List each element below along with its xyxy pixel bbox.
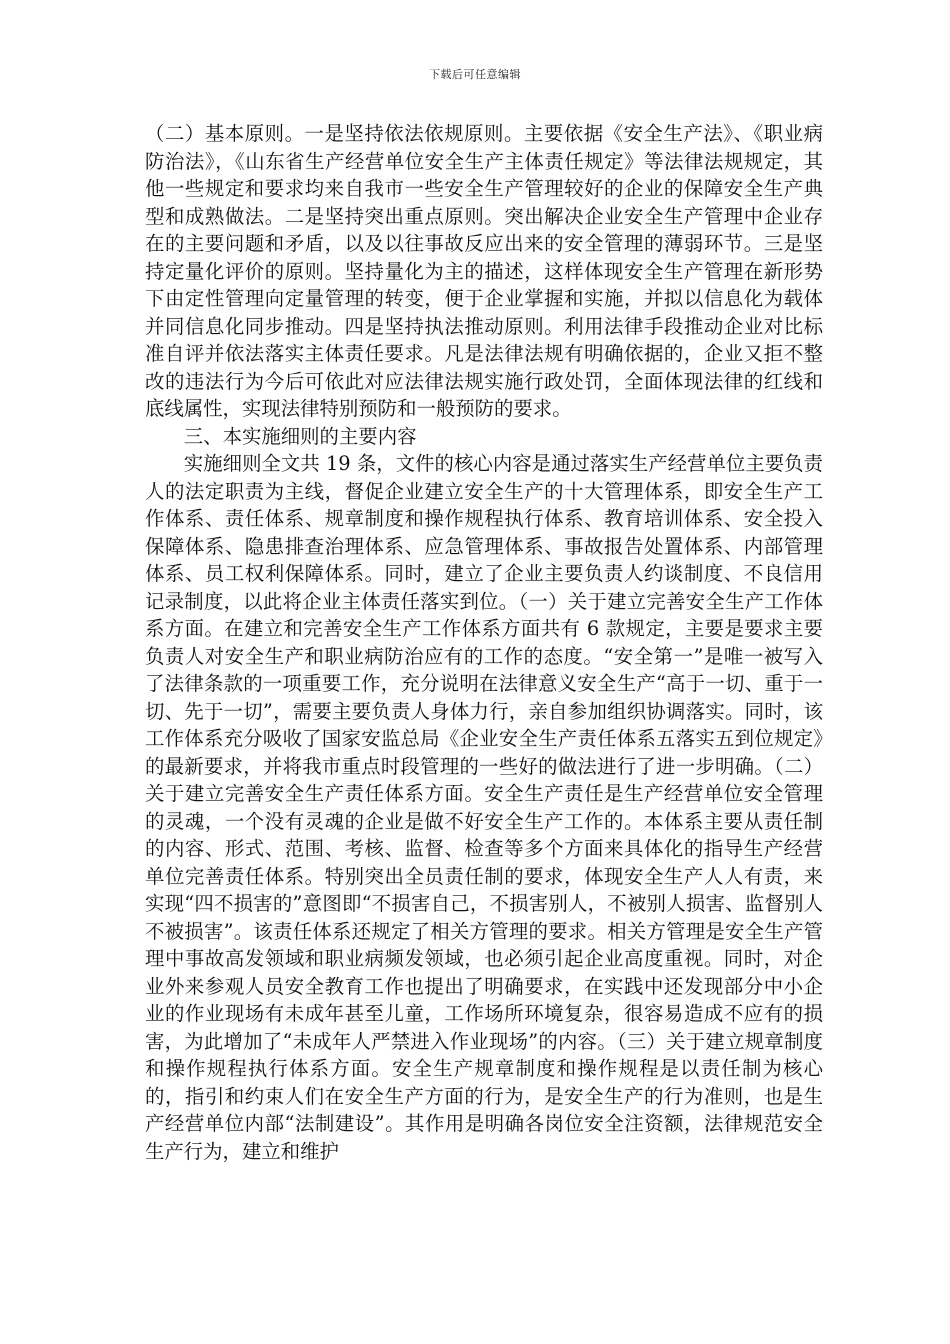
paragraph-main-content: 实施细则全文共 19 条，文件的核心内容是通过落实生产经营单位主要负责人的法定职责为主线，督促企业建立安全生产的十大管理体系，即安全生产工作体系、责任体系、规章制度和操作规程执行体系、教育培训体系、安全投入保障体系、隐患排查治理体系、应急管理体系、事故报告处置体系、内部管理体系、员工权利保障体系。同时，建立了企业主要负责人约谈制度、不良信用记录制度，以此将企业主体责任落实到位。（一）关于建立完善安全生产工作体系方面。在建立和完善安全生产工作体系方面共有 6 款规定，主要是要求主要负责人对安全生产和职业病防治应有的工作的态度。“安全第一”是唯一被写入了法律条款的一项重要工作，充分说明在法律意义安全生产“高于一切、重于一切、先于一切”，需要主要负责人身体力行，亲自参加组织协调落实。同时，该工作体系充分吸收了国家安监总局《企业安全生产责任体系五落实五到位规定》的最新要求，并将我市重点时段管理的一些好的做法进行了进一步明确。（二）关于建立完善安全生产责任体系方面。安全生产责任是生产经营单位安全管理的灵魂，一个没有灵魂的企业是做不好安全生产工作的。本体系主要从责任制的内容、形式、范围、考核、监督、检查等多个方面来具体化的指导生产经营单位完善责任体系。特别突出全员责任制的要求，体现安全生产人人有责，来实现“四不损害的”意图即“不损害自己，不损害别人，不被别人损害、监督别人不被损害”。该责任体系还规定了相关方管理的要求。相关方管理是安全生产管理中事故高发领域和职业病频发领域，也必须引起企业高度重视。同时，对企业外来参观人员安全教育工作也提出了明确要求，在实践中还发现部分中小企业的作业现场有未成年甚至儿童，工作场所环境复杂，很容易造成不应有的损害，为此增加了“未成年人严禁进入作业现场”的内容。（三）关于建立规章制度和操作规程执行体系方面。安全生产规章制度和操作规程是以责任制为核心的，指引和约束人们在安全生产方面的行为，是安全生产的行为准则，也是生产经营单位内部“法制建设”。其作用是明确各岗位安全注资额，法律规范安全生产行为，建立和维护 bbox=[145, 452, 823, 1163]
page-header-note: 下载后可任意编辑 bbox=[429, 68, 521, 81]
paragraph-basic-principles: （二）基本原则。一是坚持依法依规原则。主要依据《安全生产法》、《职业病防治法》，《山东省生产经营单位安全生产主体责任规定》等法律法规规定，其他一些规定和要求均来自我市一些安全生产管理较好的企业的保障安全生产典型和成熟做法。二是坚持突出重点原则。突出解决企业安全生产管理中企业存在的主要问题和矛盾，以及以往事故反应出来的安全管理的薄弱环节。三是坚持定量化评价的原则。坚持量化为主的描述，这样体现安全生产管理在新形势下由定性管理向定量管理的转变，便于企业掌握和实施，并拟以信息化为载体并同信息化同步推动。四是坚持执法推动原则。利用法律手段推动企业对比标准自评并依法落实主体责任要求。凡是法律法规有明确依据的，企业又拒不整改的违法行为今后可依此对应法律法规实施行政处罚，全面体现法律的红线和底线属性，实现法律特别预防和一般预防的要求。 bbox=[145, 122, 823, 420]
document-body bbox=[145, 120, 823, 1165]
section-heading-main-content: 三、本实施细则的主要内容 bbox=[183, 424, 417, 448]
